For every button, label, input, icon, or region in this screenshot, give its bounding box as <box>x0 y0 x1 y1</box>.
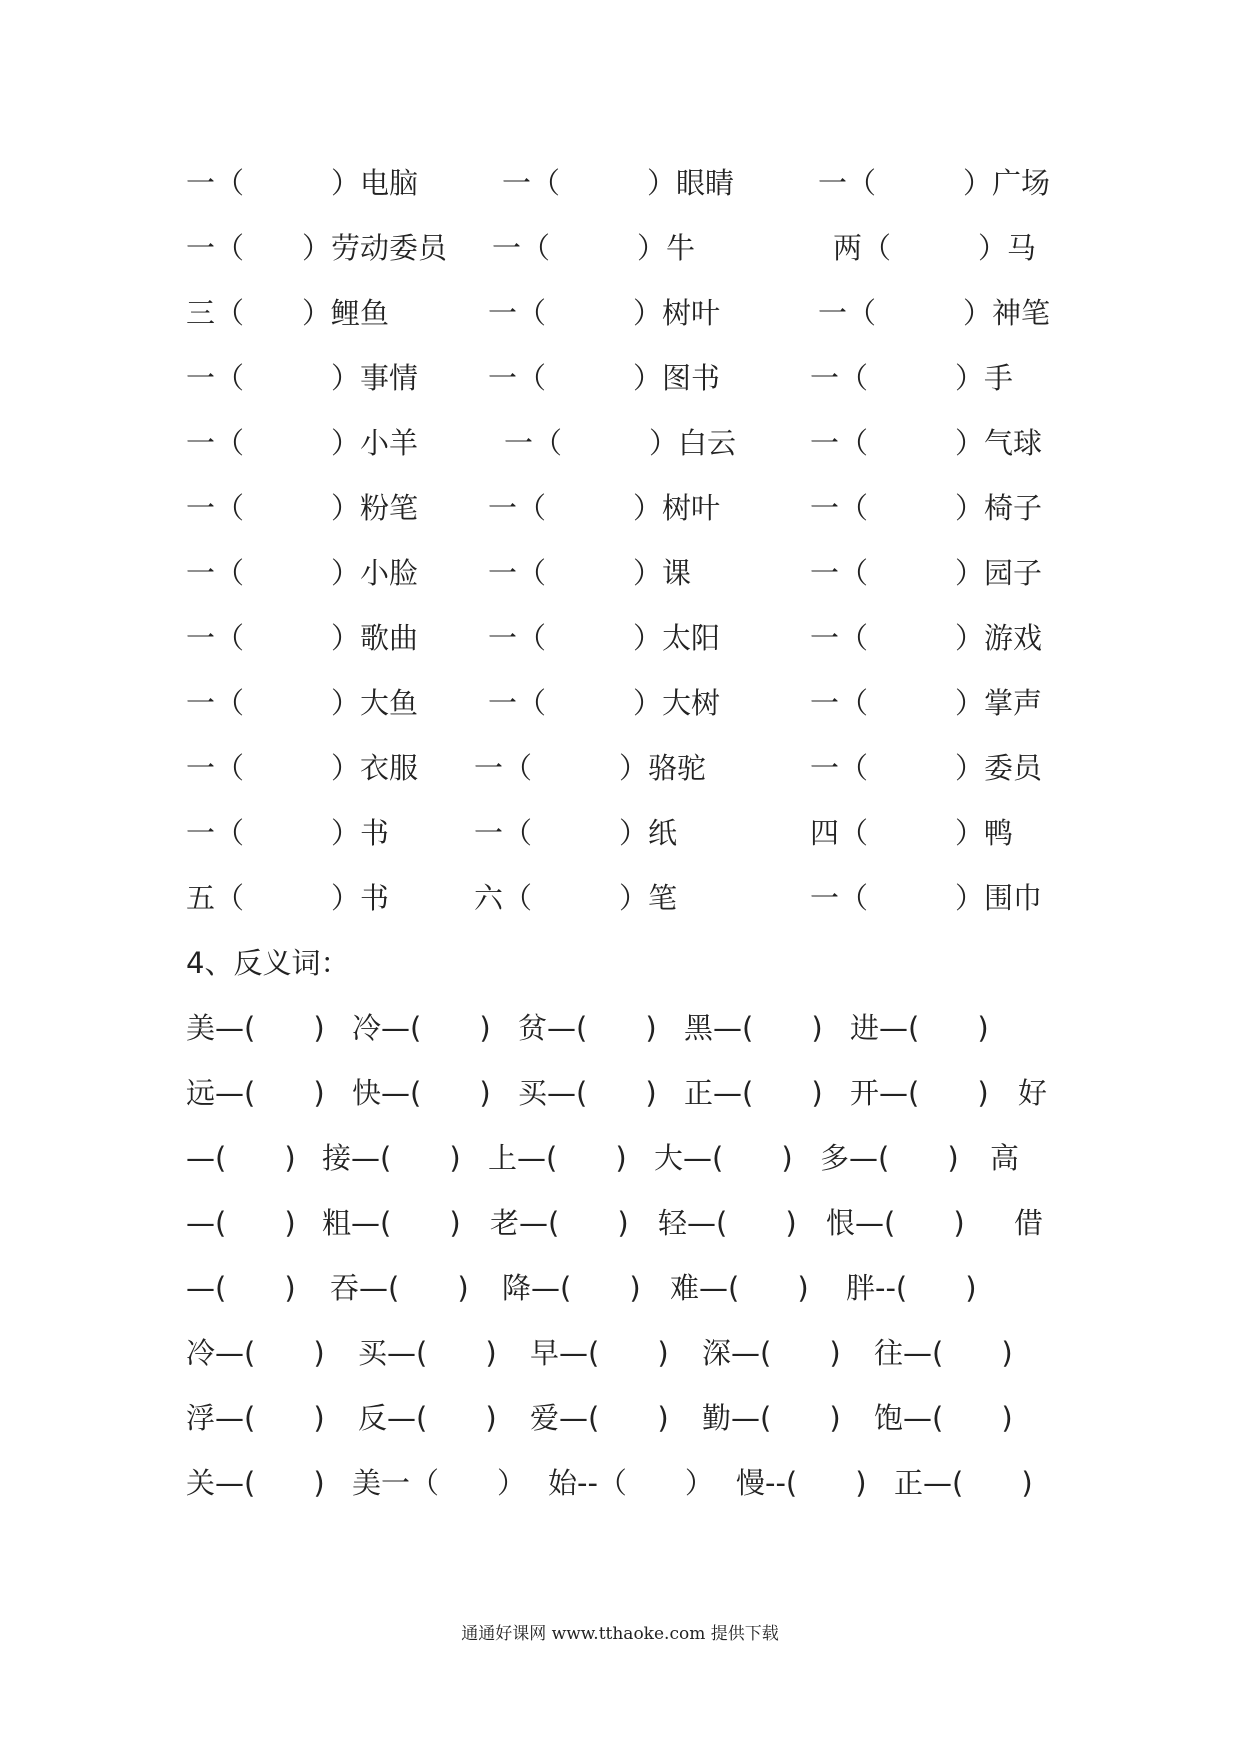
antonym-item: 快—( ) <box>352 1076 491 1110</box>
antonym-heading: 4、反义词： <box>186 946 350 980</box>
antonym-item: 黑—( ) <box>684 1011 823 1045</box>
measure-word-item: 一（ ）神笔 <box>818 296 1051 330</box>
antonym-item: 美一（ ） <box>352 1466 527 1500</box>
antonym-item: 冷—( ) <box>352 1011 491 1045</box>
measure-word-item: 一（ ）椅子 <box>810 491 1043 525</box>
measure-word-item: 一（ ）骆驼 <box>474 751 707 785</box>
antonym-item: 轻—( ) <box>658 1206 797 1240</box>
antonym-item: 高 <box>990 1141 1020 1175</box>
antonym-item: 难—( ) <box>670 1271 809 1305</box>
measure-word-row <box>0 488 1240 528</box>
antonym-item: —( ) <box>186 1271 296 1305</box>
measure-word-row <box>0 228 1240 268</box>
measure-word-item: 一（ ）课 <box>488 556 692 590</box>
measure-word-row <box>0 553 1240 593</box>
antonym-item: 饱—( ) <box>874 1401 1013 1435</box>
antonym-item: 远—( ) <box>186 1076 325 1110</box>
antonym-row <box>0 1398 1240 1438</box>
antonym-item: 正—( ) <box>894 1466 1033 1500</box>
antonym-item: 始--（ ） <box>548 1466 714 1500</box>
antonym-item: 买—( ) <box>358 1336 497 1370</box>
measure-word-item: 一（ ）围巾 <box>810 881 1043 915</box>
antonym-item: 老—( ) <box>490 1206 629 1240</box>
measure-word-item: 一（ ）牛 <box>492 231 696 265</box>
antonym-item: 慢--( ) <box>736 1466 867 1500</box>
antonym-item: 深—( ) <box>702 1336 841 1370</box>
measure-word-item: 一（ ）衣服 <box>186 751 419 785</box>
antonym-item: 美—( ) <box>186 1011 325 1045</box>
measure-word-item: 一（ ）游戏 <box>810 621 1043 655</box>
measure-word-item: 一（ ）小脸 <box>186 556 419 590</box>
measure-word-row <box>0 813 1240 853</box>
antonym-row <box>0 1333 1240 1373</box>
antonym-item: 粗—( ) <box>322 1206 461 1240</box>
antonym-row <box>0 1463 1240 1503</box>
antonym-item: 进—( ) <box>850 1011 989 1045</box>
measure-word-item: 一（ ）园子 <box>810 556 1043 590</box>
measure-word-item: 一（ ）歌曲 <box>186 621 419 655</box>
measure-word-row <box>0 683 1240 723</box>
measure-word-item: 一（ ）粉笔 <box>186 491 419 525</box>
measure-word-item: 一（ ）白云 <box>504 426 737 460</box>
measure-word-row <box>0 878 1240 918</box>
antonym-row <box>0 1138 1240 1178</box>
measure-word-item: 一（ ）太阳 <box>488 621 721 655</box>
measure-word-item: 一（ ）树叶 <box>488 296 721 330</box>
antonym-item: 往—( ) <box>874 1336 1013 1370</box>
antonym-item: 勤—( ) <box>702 1401 841 1435</box>
measure-word-item: 一（ ）纸 <box>474 816 678 850</box>
antonym-item: 借 <box>1014 1206 1044 1240</box>
antonym-item: 贫—( ) <box>518 1011 657 1045</box>
measure-word-row <box>0 358 1240 398</box>
antonym-item: 好 <box>1018 1076 1048 1110</box>
measure-word-item: 一（ ）眼睛 <box>502 166 735 200</box>
footer-credit: 通通好课网 www.tthaoke.com 提供下载 <box>461 1624 779 1644</box>
measure-word-item: 两（ ）马 <box>833 231 1037 265</box>
antonym-item: 上—( ) <box>488 1141 627 1175</box>
measure-word-item: 一（ ）大树 <box>488 686 721 720</box>
measure-word-item: 一（ ）书 <box>186 816 390 850</box>
antonym-item: 早—( ) <box>530 1336 669 1370</box>
measure-word-item: 一（ ）气球 <box>810 426 1043 460</box>
antonym-item: 反—( ) <box>358 1401 497 1435</box>
measure-word-item: 一（ ）树叶 <box>488 491 721 525</box>
measure-word-row <box>0 618 1240 658</box>
measure-word-item: 一（ ）掌声 <box>810 686 1043 720</box>
antonym-item: 多—( ) <box>820 1141 959 1175</box>
measure-word-item: 一（ ）劳动委员 <box>186 231 448 265</box>
antonym-item: 爱—( ) <box>530 1401 669 1435</box>
antonym-row <box>0 1268 1240 1308</box>
antonym-row <box>0 1203 1240 1243</box>
antonym-row <box>0 1073 1240 1113</box>
antonym-row <box>0 1008 1240 1048</box>
antonym-item: —( ) <box>186 1141 296 1175</box>
antonym-item: 降—( ) <box>502 1271 641 1305</box>
measure-word-row <box>0 163 1240 203</box>
measure-word-item: 一（ ）大鱼 <box>186 686 419 720</box>
measure-word-item: 五（ ）书 <box>186 881 390 915</box>
measure-word-item: 四（ ）鸭 <box>810 816 1014 850</box>
antonym-item: 接—( ) <box>322 1141 461 1175</box>
antonym-item: 吞—( ) <box>330 1271 469 1305</box>
measure-word-item: 一（ ）电脑 <box>186 166 419 200</box>
antonym-item: 关—( ) <box>186 1466 325 1500</box>
measure-word-row <box>0 293 1240 333</box>
measure-word-row <box>0 423 1240 463</box>
antonym-item: 大—( ) <box>654 1141 793 1175</box>
measure-word-item: 一（ ）手 <box>810 361 1014 395</box>
measure-word-item: 一（ ）事情 <box>186 361 419 395</box>
antonym-item: 恨—( ) <box>826 1206 965 1240</box>
antonym-item: 买—( ) <box>518 1076 657 1110</box>
measure-word-item: 三（ ）鲤鱼 <box>186 296 390 330</box>
measure-word-item: 一（ ）委员 <box>810 751 1043 785</box>
antonym-item: 正—( ) <box>684 1076 823 1110</box>
measure-word-item: 一（ ）小羊 <box>186 426 419 460</box>
antonym-item: 开—( ) <box>850 1076 989 1110</box>
measure-word-item: 一（ ）广场 <box>818 166 1051 200</box>
antonym-item: 浮—( ) <box>186 1401 325 1435</box>
antonym-item: 胖--( ) <box>846 1271 977 1305</box>
measure-word-row <box>0 748 1240 788</box>
measure-word-item: 六（ ）笔 <box>474 881 678 915</box>
measure-word-item: 一（ ）图书 <box>488 361 721 395</box>
antonym-item: —( ) <box>186 1206 296 1240</box>
antonym-item: 冷—( ) <box>186 1336 325 1370</box>
